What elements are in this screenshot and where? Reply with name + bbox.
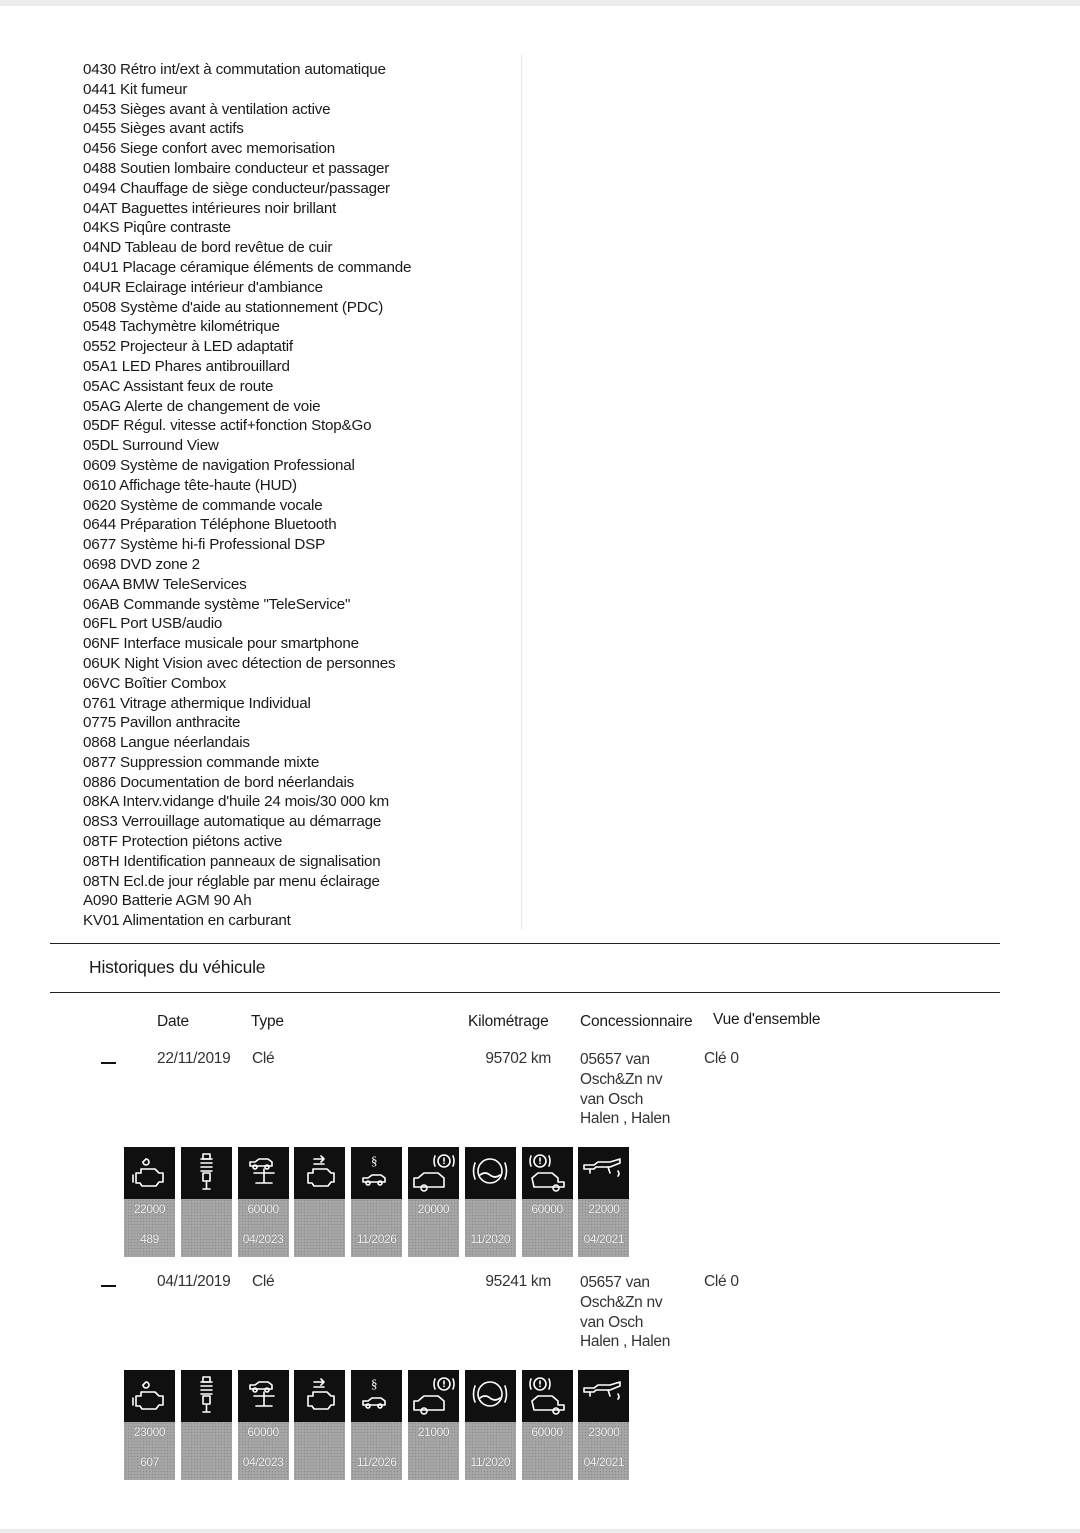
- tile-value-top: 21000: [417, 1425, 450, 1439]
- section-divider-top: [50, 943, 1000, 944]
- tile-values: [578, 1422, 629, 1480]
- option-item: 0775 Pavillon anthracite: [83, 714, 241, 732]
- option-item: 0698 DVD zone 2: [83, 555, 200, 573]
- tile-values: [351, 1422, 402, 1480]
- tile-value-bottom: 11/2020: [470, 1232, 511, 1246]
- entry-type: Clé: [252, 1273, 275, 1290]
- tile-value-bottom: 11/2020: [470, 1455, 511, 1469]
- option-item: 04AT Baguettes intérieures noir brillant: [83, 199, 337, 217]
- service-tile: [578, 1147, 629, 1257]
- service-tile: [124, 1370, 175, 1480]
- tile-value-bottom: 04/2023: [242, 1455, 284, 1469]
- option-item: 0552 Projecteur à LED adaptatif: [83, 338, 293, 356]
- tile-values: [238, 1199, 289, 1257]
- page-top-band: [0, 0, 1080, 6]
- vehicle-check-icon: [578, 1370, 629, 1422]
- brake-fluid-icon: [465, 1370, 516, 1422]
- service-tile: [294, 1370, 345, 1480]
- option-item: 06UK Night Vision avec détection de personnes: [83, 654, 396, 672]
- tile-values: [124, 1422, 175, 1480]
- tile-values: [124, 1199, 175, 1257]
- tile-value-top: 60000: [531, 1425, 563, 1439]
- service-tile: [181, 1370, 232, 1480]
- tile-value-top: 22000: [588, 1202, 620, 1216]
- service-tile: [578, 1370, 629, 1480]
- tile-value-bottom: 04/2023: [242, 1232, 284, 1246]
- option-item: 0620 Système de commande vocale: [83, 496, 323, 514]
- front-brakes-icon: [408, 1147, 459, 1199]
- vehicle-inspection-icon: [238, 1370, 289, 1422]
- option-item: 0455 Sièges avant actifs: [83, 120, 244, 138]
- header-type: Type: [251, 1013, 284, 1030]
- tile-values: [408, 1422, 459, 1480]
- dealer-line: Halen , Halen: [580, 1110, 671, 1128]
- option-item: 0430 Rétro int/ext à commutation automatique: [83, 61, 386, 78]
- entry-dealer: [580, 1273, 670, 1352]
- tile-values: [181, 1422, 232, 1480]
- option-item: 0877 Suppression commande mixte: [83, 753, 320, 771]
- service-tile: [351, 1370, 402, 1480]
- section-divider-bottom: [50, 992, 1000, 993]
- fuel-filter-icon: [294, 1147, 345, 1199]
- section-title: Historiques du véhicule: [89, 957, 266, 977]
- tile-value-top: 22000: [133, 1202, 166, 1216]
- dealer-line: van Osch: [580, 1090, 644, 1108]
- tile-values: [522, 1199, 573, 1257]
- service-tile: [238, 1147, 289, 1257]
- entry-date: 04/11/2019: [157, 1273, 231, 1290]
- service-tile: [181, 1147, 232, 1257]
- tile-values: [408, 1199, 459, 1257]
- option-item: 0494 Chauffage de siège conducteur/passager: [83, 179, 390, 197]
- vehicle-check-icon: [578, 1147, 629, 1199]
- dealer-line: Osch&Zn nv: [580, 1293, 663, 1311]
- header-dealer: Concessionnaire: [580, 1013, 693, 1030]
- entry-overview: Clé 0: [704, 1050, 739, 1067]
- option-item: 05A1 LED Phares antibrouillard: [83, 357, 290, 375]
- option-item: 08TF Protection piétons active: [83, 833, 283, 851]
- entry-date: 22/11/2019: [157, 1050, 231, 1067]
- option-item: 06AA BMW TeleServices: [83, 575, 247, 593]
- option-item: 08S3 Verrouillage automatique au démarrage: [83, 813, 382, 831]
- brake-fluid-icon: [465, 1147, 516, 1199]
- header-mileage: Kilométrage: [468, 1013, 549, 1030]
- legal-inspection-icon: [351, 1147, 402, 1199]
- option-item: 0610 Affichage tête-haute (HUD): [83, 476, 297, 494]
- option-item: 0441 Kit fumeur: [83, 80, 188, 98]
- service-tile: [124, 1147, 175, 1257]
- option-item: 0886 Documentation de bord néerlandais: [83, 773, 355, 791]
- service-tile: [294, 1147, 345, 1257]
- spark-plug-icon: [181, 1370, 232, 1422]
- service-tile: [408, 1147, 459, 1257]
- option-item: 0508 Système d'aide au stationnement (PDC): [83, 298, 384, 316]
- tile-value-bottom: 11/2026: [356, 1232, 397, 1246]
- service-tiles: [124, 1147, 635, 1257]
- collapse-toggle[interactable]: [101, 1285, 116, 1287]
- svg-text:§: §: [371, 1153, 378, 1168]
- tile-values: [465, 1199, 516, 1257]
- tile-value-bottom: 04/2021: [583, 1232, 625, 1246]
- option-item: 08KA Interv.vidange d'huile 24 mois/30 000 km: [83, 793, 389, 811]
- option-item: 0761 Vitrage athermique Individual: [83, 694, 311, 712]
- option-item: 05AC Assistant feux de route: [83, 377, 274, 395]
- option-item: 0609 Système de navigation Professional: [83, 456, 355, 474]
- tile-value-top: 60000: [531, 1202, 563, 1216]
- dealer-line: 05657 van: [580, 1274, 650, 1291]
- rear-brakes-icon: [522, 1370, 573, 1422]
- tile-values: [522, 1422, 573, 1480]
- dealer-line: Halen , Halen: [580, 1333, 671, 1351]
- option-item: 06AB Commande système "TeleService": [83, 595, 351, 613]
- tile-values: [294, 1199, 345, 1257]
- front-brakes-icon: [408, 1370, 459, 1422]
- tile-value-top: 23000: [133, 1425, 166, 1439]
- service-tile: [351, 1147, 402, 1257]
- tile-values: [351, 1199, 402, 1257]
- option-item: 0488 Soutien lombaire conducteur et passager: [83, 159, 390, 177]
- option-item: 04ND Tableau de bord revêtue de cuir: [83, 239, 333, 257]
- option-item: 0868 Langue néerlandais: [83, 734, 250, 752]
- option-item: 06VC Boîtier Combox: [83, 674, 227, 692]
- option-item: 04U1 Placage céramique éléments de commande: [83, 258, 412, 276]
- legal-inspection-icon: [351, 1370, 402, 1422]
- tile-values: [294, 1422, 345, 1480]
- tile-value-bottom: 04/2021: [583, 1455, 625, 1469]
- option-item: 04UR Eclairage intérieur d'ambiance: [83, 278, 323, 296]
- service-tile: [522, 1147, 573, 1257]
- tile-value-bottom: 11/2026: [356, 1455, 397, 1469]
- service-tile: [408, 1370, 459, 1480]
- option-item: 05DF Régul. vitesse actif+fonction Stop&Go: [83, 417, 372, 435]
- tile-values: [181, 1199, 232, 1257]
- dealer-line: 05657 van: [580, 1051, 650, 1068]
- rear-brakes-icon: [522, 1147, 573, 1199]
- service-tile: [465, 1147, 516, 1257]
- option-item: KV01 Alimentation en carburant: [83, 912, 291, 930]
- service-tile: [465, 1370, 516, 1480]
- option-item: 06NF Interface musicale pour smartphone: [83, 635, 359, 653]
- tile-value-bottom: 489: [140, 1232, 159, 1246]
- tile-values: [238, 1422, 289, 1480]
- option-item: 0453 Sièges avant à ventilation active: [83, 100, 331, 118]
- option-item: 08TH Identification panneaux de signalisation: [83, 852, 381, 870]
- option-item: 06FL Port USB/audio: [83, 615, 223, 633]
- service-tiles: [124, 1370, 635, 1480]
- entry-overview: Clé 0: [704, 1273, 739, 1290]
- option-item: 04KS Piqûre contraste: [83, 219, 231, 237]
- tile-value-bottom: 607: [140, 1455, 159, 1469]
- collapse-toggle[interactable]: [101, 1062, 116, 1064]
- vehicle-options-list: [83, 60, 523, 931]
- header-date: Date: [157, 1013, 189, 1030]
- entry-type: Clé: [252, 1050, 275, 1067]
- tile-value-top: 60000: [247, 1425, 279, 1439]
- dealer-line: van Osch: [580, 1313, 644, 1331]
- spark-plug-icon: [181, 1147, 232, 1199]
- dealer-line: Osch&Zn nv: [580, 1070, 663, 1088]
- service-tile: [522, 1370, 573, 1480]
- header-overview: Vue d'ensemble: [713, 1011, 821, 1028]
- service-tile: [238, 1370, 289, 1480]
- fuel-filter-icon: [294, 1370, 345, 1422]
- entry-dealer: [580, 1050, 670, 1129]
- option-item: A090 Batterie AGM 90 Ah: [83, 892, 252, 910]
- entry-mileage: 95241 km: [485, 1273, 551, 1290]
- option-item: 05AG Alerte de changement de voie: [83, 397, 321, 415]
- option-item: 08TN Ecl.de jour réglable par menu éclairage: [83, 872, 380, 890]
- option-item: 0644 Préparation Téléphone Bluetooth: [83, 516, 337, 534]
- tile-values: [465, 1422, 516, 1480]
- option-item: 0456 Siege confort avec memorisation: [83, 140, 335, 158]
- engine-oil-icon: [124, 1147, 175, 1199]
- option-item: 05DL Surround View: [83, 437, 219, 455]
- option-item: 0677 Système hi-fi Professional DSP: [83, 536, 326, 554]
- tile-value-top: 60000: [247, 1202, 279, 1216]
- entry-mileage: 95702 km: [485, 1050, 551, 1067]
- tile-values: [578, 1199, 629, 1257]
- page-bottom-band: [0, 1529, 1080, 1533]
- tile-value-top: 20000: [417, 1202, 450, 1216]
- vehicle-inspection-icon: [238, 1147, 289, 1199]
- svg-text:§: §: [371, 1376, 378, 1391]
- engine-oil-icon: [124, 1370, 175, 1422]
- option-item: 0548 Tachymètre kilométrique: [83, 318, 280, 336]
- tile-value-top: 23000: [588, 1425, 620, 1439]
